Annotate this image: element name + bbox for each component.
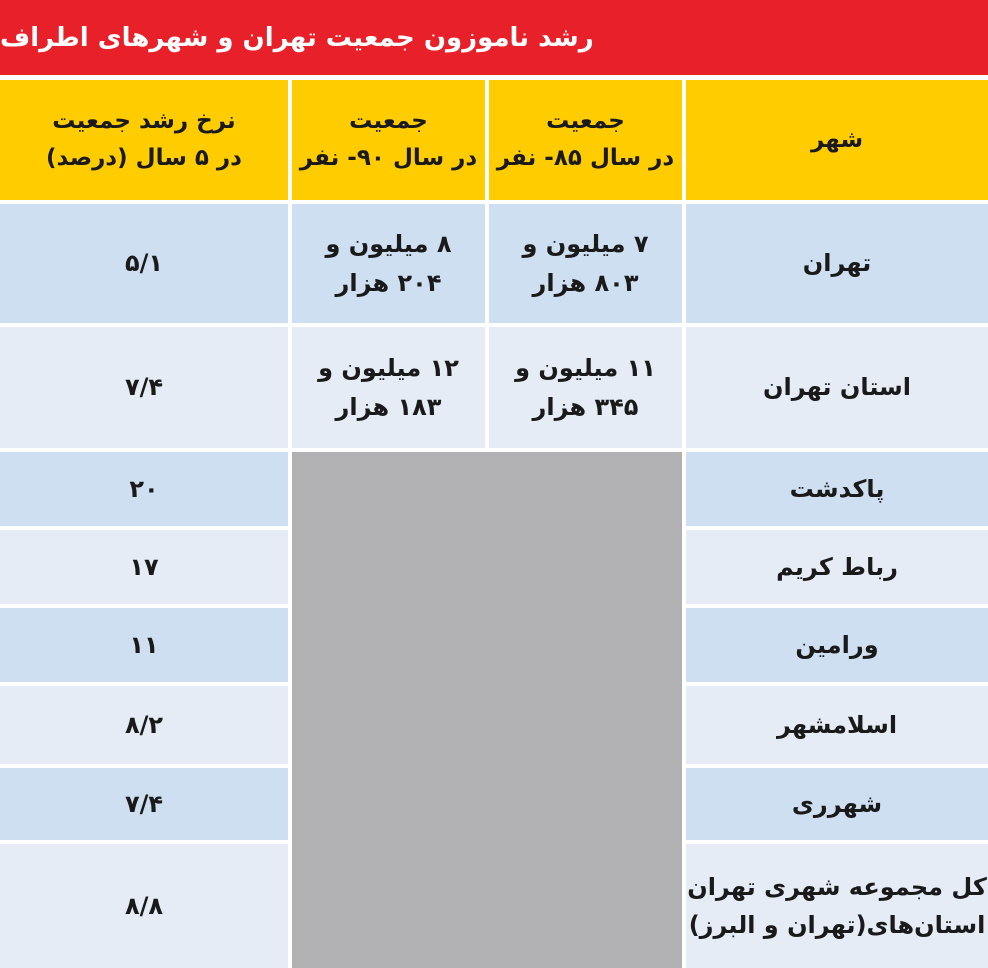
growth-value: ۱۷ — [129, 552, 159, 581]
table-cell-city — [686, 452, 988, 526]
growth-value: ۷/۴ — [124, 373, 164, 402]
table-cell-pop85 — [489, 327, 682, 448]
pop85-line1: ۱۱ میلیون و — [515, 354, 656, 383]
table-cell-pop85 — [489, 204, 682, 323]
header-growth-line2: در ۵ سال (درصد) — [46, 145, 242, 171]
table-cell-pop90 — [292, 204, 485, 323]
header-pop85-line1: جمعیت — [546, 108, 625, 135]
table-cell-growth — [0, 452, 288, 526]
header-pop90 — [292, 80, 485, 200]
header-growth — [0, 80, 288, 200]
table-cell-city — [686, 686, 988, 764]
header-growth-line1: نرخ رشد جمعیت — [52, 108, 236, 135]
pop90-line2: ۲۰۴ هزار — [335, 268, 442, 297]
city-name: استان تهران — [763, 373, 911, 402]
table-cell-growth — [0, 530, 288, 604]
table-cell-city — [686, 768, 988, 840]
table-cell-city — [686, 608, 988, 682]
table-title: رشد ناموزون جمعیت تهران و شهرهای اطراف — [0, 0, 988, 75]
pop85-line2: ۸۰۳ هزار — [532, 268, 639, 297]
table-cell-pop90 — [292, 327, 485, 448]
table-cell-growth — [0, 608, 288, 682]
pop90-line2: ۱۸۳ هزار — [335, 392, 442, 421]
pop90-line1: ۱۲ میلیون و — [318, 354, 459, 383]
growth-value: ۸/۸ — [124, 891, 164, 920]
empty-population-block — [292, 452, 682, 968]
growth-value: ۱۱ — [129, 630, 159, 659]
table-cell-city — [686, 530, 988, 604]
city-name: ورامین — [795, 630, 879, 659]
table-cell-growth — [0, 686, 288, 764]
pop85-line1: ۷ میلیون و — [522, 230, 649, 259]
header-pop90-line2: در سال ۹۰- نفر — [299, 145, 478, 171]
city-name-line2: استان‌های(تهران و البرز) — [688, 911, 986, 939]
header-pop90-line1: جمعیت — [349, 108, 428, 135]
header-pop85-line2: در سال ۸۵- نفر — [496, 145, 675, 171]
pop90-line1: ۸ میلیون و — [325, 230, 452, 259]
table-cell-growth — [0, 768, 288, 840]
table-cell-city — [686, 327, 988, 448]
growth-value: ۸/۲ — [124, 710, 164, 739]
growth-value: ۲۰ — [129, 474, 159, 503]
city-name: رباط کریم — [776, 552, 898, 581]
city-name: پاکدشت — [789, 474, 885, 503]
city-name-line1: کل مجموعه شهری تهران — [687, 872, 987, 901]
table-cell-growth — [0, 204, 288, 323]
pop85-line2: ۳۴۵ هزار — [532, 392, 639, 421]
table-cell-growth — [0, 327, 288, 448]
growth-value: ۷/۴ — [124, 789, 164, 818]
growth-value: ۵/۱ — [124, 249, 164, 278]
header-city-label: شهر — [810, 126, 864, 153]
table-cell-city — [686, 204, 988, 323]
city-name: اسلامشهر — [776, 710, 898, 739]
city-name: شهرری — [791, 789, 883, 818]
table-cell-growth — [0, 844, 288, 968]
table-cell-city — [686, 844, 988, 968]
header-pop85 — [489, 80, 682, 200]
city-name: تهران — [802, 249, 872, 278]
header-city — [686, 80, 988, 200]
